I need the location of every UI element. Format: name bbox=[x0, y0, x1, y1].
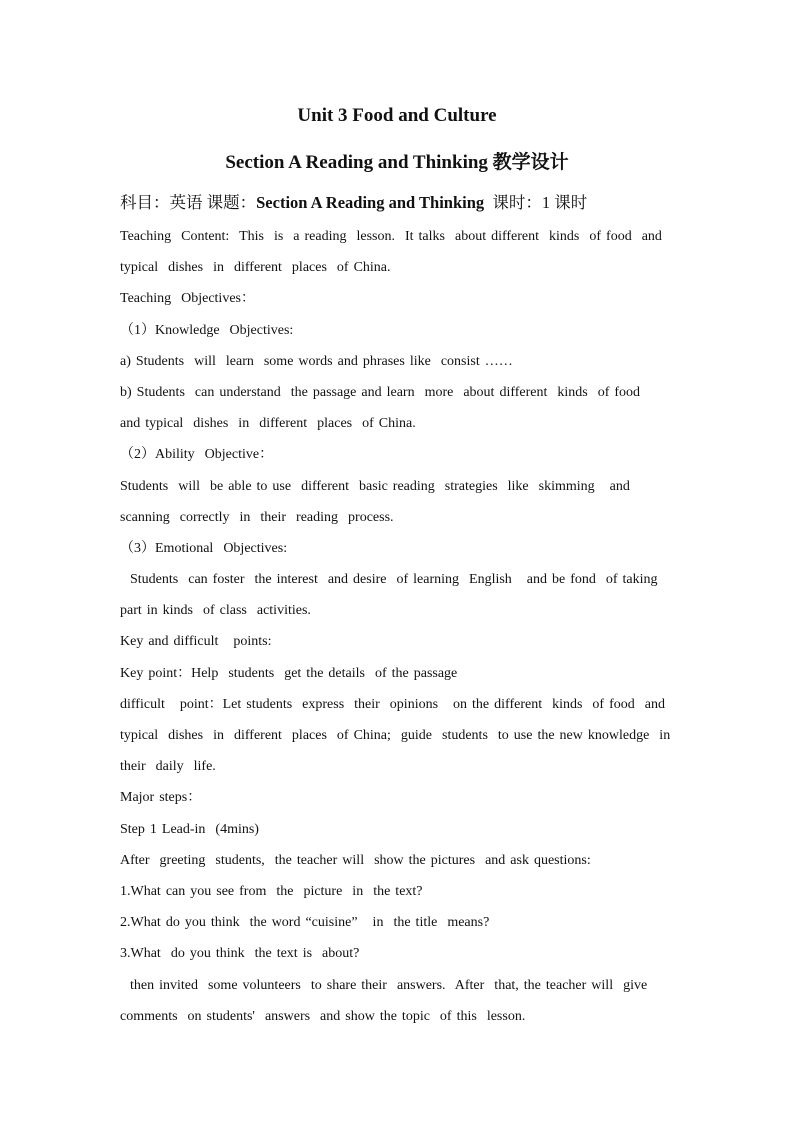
body-line: Major steps： bbox=[120, 790, 202, 806]
body-line: comments on students' answers and show the topic of this lesson. bbox=[120, 1008, 526, 1024]
body-line: 2.What do you think the word “cuisine” in the title means? bbox=[120, 915, 490, 931]
body-line: typical dishes in different places of China. bbox=[120, 260, 391, 276]
body-line: Students will be able to use different basic reading strategies like skimming and bbox=[120, 478, 630, 494]
topic-value: Section A Reading and Thinking bbox=[256, 193, 485, 212]
body-line: （1）Knowledge Objectives: bbox=[120, 322, 294, 338]
body-line: Key point：Help students get the details of the passage bbox=[120, 665, 458, 681]
body-line: their daily life. bbox=[120, 759, 216, 775]
lesson-meta bbox=[120, 189, 587, 213]
document-title: Unit 3 Food and Culture bbox=[297, 105, 497, 126]
period-label: 课时： bbox=[492, 193, 542, 212]
body-line: a) Students will learn some words and phrases like consist …… bbox=[120, 353, 513, 369]
body-line: and typical dishes in different places of China. bbox=[120, 416, 416, 432]
subject-label: 科目： bbox=[120, 193, 170, 212]
body-line: （2）Ability Objective： bbox=[120, 447, 274, 463]
body-line: （3）Emotional Objectives: bbox=[120, 540, 288, 556]
body-line: Students can foster the interest and desire of learning English and be fond of taking bbox=[120, 572, 658, 588]
document-subtitle: Section A Reading and Thinking 教学设计 bbox=[225, 152, 569, 173]
subject-value: 英语 bbox=[169, 193, 203, 212]
lesson-body bbox=[120, 227, 680, 1038]
body-line: then invited some volunteers to share their answers. After that, the teacher will give bbox=[120, 977, 648, 993]
period-value: 1 课时 bbox=[541, 193, 588, 212]
body-line: Step 1 Lead-in (4mins) bbox=[120, 821, 259, 837]
body-line: After greeting students, the teacher will show the pictures and ask questions: bbox=[120, 852, 591, 868]
body-line: 1.What can you see from the picture in the text? bbox=[120, 883, 423, 899]
body-line: part in kinds of class activities. bbox=[120, 603, 311, 619]
body-line: typical dishes in different places of China; guide students to use the new knowledge in bbox=[120, 728, 671, 743]
body-line: 3.What do you think the text is about? bbox=[120, 946, 360, 962]
body-line: Key and difficult points: bbox=[120, 634, 272, 650]
body-line: difficult point：Let students express their opinions on the different kinds of food and bbox=[120, 696, 665, 712]
topic-label: 课题： bbox=[206, 193, 257, 212]
body-line: b) Students can understand the passage and learn more about different kinds of food bbox=[120, 384, 641, 400]
body-line: scanning correctly in their reading process. bbox=[120, 509, 394, 525]
body-line: Teaching Objectives： bbox=[120, 291, 255, 307]
body-line: Teaching Content: This is a reading lesson. It talks about different kinds of food and bbox=[120, 229, 662, 244]
